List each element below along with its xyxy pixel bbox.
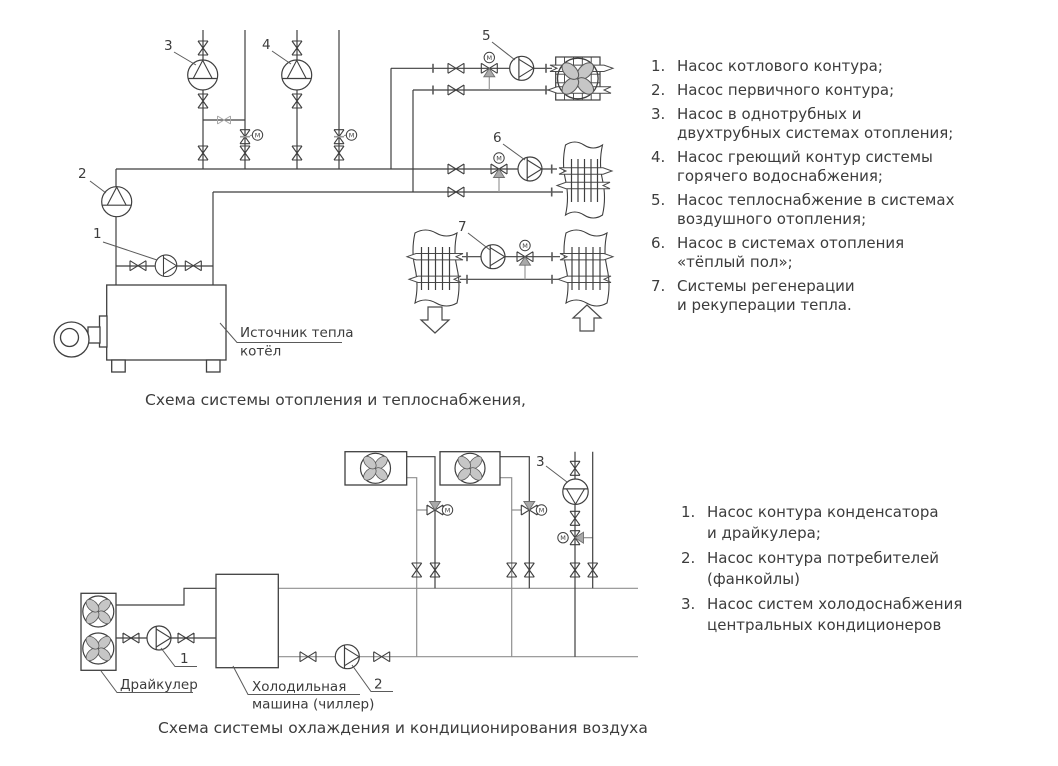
motor-label: M [522,241,528,250]
three-way-valve [491,164,507,178]
legend-item-text: Насос теплоснабжение в системах [677,191,955,210]
heating-diagram [54,28,613,372]
pump-floor-heating [518,157,542,181]
drycooler-unit [81,593,116,670]
callout-2: 2 [78,166,87,182]
pump-condenser-circuit [147,626,171,650]
motor-label: M [348,131,355,140]
legend-item-text: Насос в однотрубных и [677,105,862,124]
legend-item-text: Насос котлового контура; [677,57,883,75]
legend-item-text: Насос контура потребителей [707,549,940,567]
legend-item [681,502,1001,543]
three-way-valve [517,252,533,266]
pump-consumer-circuit [335,645,359,669]
legend-item-number: 4. [651,148,666,167]
legend-item [651,191,971,228]
chiller-unit [216,574,278,667]
floor-heating-coil [557,142,612,218]
legend-item [651,277,971,314]
callout-5: 5 [482,28,491,44]
legend-item-number: 2. [651,81,666,100]
callout-1: 1 [93,226,102,242]
legend-item [651,105,971,142]
callout-1: 1 [180,651,189,667]
supply-air-arrow-icon [573,305,601,331]
callout-3: 3 [536,454,545,470]
motor-label: M [486,53,493,62]
legend-item [681,548,1001,589]
caption-cooling-diagram: Схема системы охлаждения и кондиционирования воздуха [158,719,648,737]
motor-label: M [538,506,545,515]
pump-primary-circuit [102,187,132,217]
legend-item-text: Насос контура конденсатора [707,503,939,521]
boiler [54,285,226,372]
exhaust-air-coil [407,230,463,306]
legend-item-text: и рекуперации тепла. [677,295,852,314]
legend-item [681,594,1001,635]
legend-item-text: Насос в системах отопления [677,234,905,253]
legend-item-text: воздушного отопления; [677,209,867,228]
callout-7: 7 [458,219,467,235]
legend-item-text: и драйкулера; [707,523,821,542]
callout-6: 6 [493,130,502,146]
legend-item-text: горячего водоснабжения; [677,167,883,186]
legend-item-number: 5. [651,191,666,210]
pump-radiator-circuits [188,60,218,90]
boiler-foot [112,360,126,372]
supply-air-coil [558,230,613,306]
pump-dhw-circuit [282,60,312,90]
cooling-diagram [81,452,638,713]
motor-label: M [496,154,502,163]
legend-item-text: Насос греющий контур системы [677,148,933,167]
legend-item [651,57,971,76]
legend-item-number: 2. [681,549,696,567]
legend-item-text: (фанкойлы) [707,569,800,588]
pump-heat-recovery [481,245,505,269]
pump-boiler-circuit [155,255,177,277]
motor-circles-bottom [442,505,568,543]
legend-cooling [681,502,1001,640]
legend-item-number: 3. [681,595,696,613]
burner-icon [54,316,107,357]
chiller-label-line1: Холодильная [252,679,347,695]
callout-4: 4 [262,37,271,53]
boiler-label-line1: Источник тепла [240,325,354,341]
callout-3: 3 [164,38,173,54]
chiller-label-line2: машина (чиллер) [252,696,375,713]
legend-item-number: 1. [651,57,666,75]
legend-item-text: Насос первичного контура; [677,81,895,100]
motor-label: M [254,131,261,140]
exhaust-air-arrow-icon [421,307,449,333]
three-way-valve [481,63,497,77]
callout-2: 2 [374,676,383,693]
legend-item-number: 6. [651,234,666,253]
legend-item-number: 7. [651,277,666,296]
boiler-foot [207,360,221,372]
fancoil-unit-2 [440,452,500,485]
pump-air-heating [510,56,534,80]
legend-item [651,148,971,185]
callout-leaders-bottom [101,466,567,695]
legend-item [651,234,971,271]
legend-item-text: «тёплый пол»; [677,252,793,271]
three-way-valve [570,531,584,545]
legend-heating [651,57,971,320]
motor-label: M [560,534,566,542]
caption-heating-diagram: Схема системы отопления и теплоснабжения, [145,391,526,409]
cooling-pipes-secondary [278,478,638,657]
motor-label: M [444,506,451,515]
legend-item-number: 3. [651,105,666,124]
drycooler-label: Драйкулер [120,677,198,693]
legend-item-text: центральных кондиционеров [707,615,942,634]
legend-item-text: двухтрубных системах отопления; [677,124,954,143]
legend-item-number: 1. [681,503,696,521]
air-heater-unit [548,57,613,100]
boiler-label-line2: котёл [240,343,282,360]
legend-item [651,81,971,100]
pump-chilled-water [563,479,588,504]
legend-item-text: Насос систем холодоснабжения [707,595,963,613]
legend-item-text: Системы регенерации [677,277,855,296]
fancoil-unit-1 [345,452,407,485]
